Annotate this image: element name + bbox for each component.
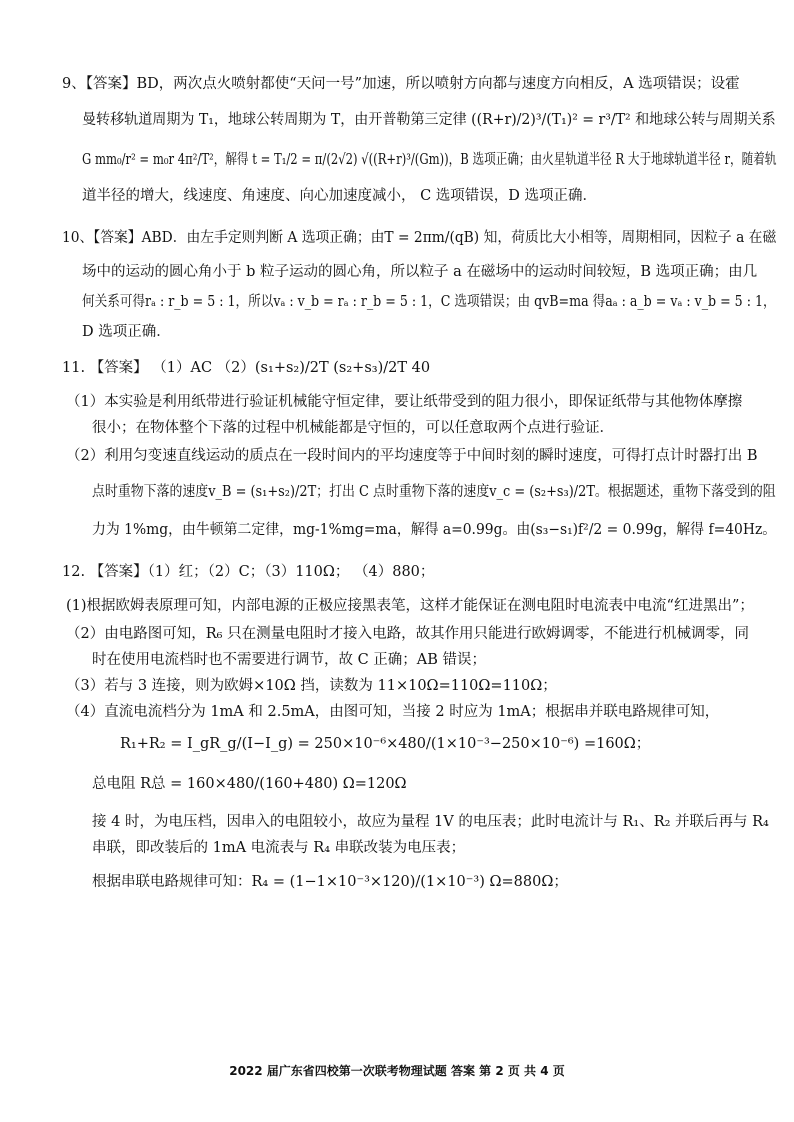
q9-line-1: 9、【答案】BD，两次点火喷射都使“天问一号”加速，所以喷射方向都与速度方向相反，A 选项错误；设霍 [62, 76, 740, 92]
q12-p5-line-2: 串联，即改装后的 1mA 电流表与 R₄ 串联改装为电压表； [92, 840, 466, 856]
q9-line-3: G mm₀/r² = m₀r 4π²/T²，解得 t = T₁/2 = π/(2√2) √((R+r)³/(Gm))，B 选项正确；由火星轨道半径 R 大于地球轨道半径 r，随着轨 [82, 152, 777, 168]
q12-p5-line-1: 接 4 时，为电压档，因串入的电阻较小，故应为量程 1V 的电压表；此时电流计与 R₁、R₂ 并联后再与 R₄ [92, 814, 769, 830]
q9-line-4: 道半径的增大，线速度、角速度、向心加速度减小， C 选项错误，D 选项正确． [82, 188, 598, 204]
q12-equation-total-resistance: 总电阻 R总 = 160×480/(160+480) Ω=120Ω [92, 776, 407, 792]
q12-equation-r4: 根据串联电路规律可知：R₄ = (1−1×10⁻³×120)/(1×10⁻³) Ω=880Ω； [92, 874, 568, 890]
q11-answer: 11. 【答案】 （1）AC （2）(s₁+s₂)/2T (s₂+s₃)/2T 40 [62, 360, 431, 376]
q11-p1-line-2: 很小；在物体整个下落的过程中机械能都是守恒的，可以任意取两个点进行验证． [92, 420, 614, 436]
q10-line-2: 场中的运动的圆心角小于 b 粒子运动的圆心角，所以粒子 a 在磁场中的运动时间较短，B 选项正确；由几 [82, 264, 758, 280]
q11-p2-line-3: 力为 1%mg，由牛顿第二定律，mg-1%mg=ma，解得 a=0.99g。由(s₃−s₁)f²/2 = 0.99g，解得 f=40Hz。 [92, 522, 777, 538]
q11-p2-line-2: 点时重物下落的速度v_B = (s₁+s₂)/2T；打出 C 点时重物下落的速度v_c = (s₂+s₃)/2T。根据题述，重物下落受到的阻 [92, 484, 776, 500]
page-footer: 2022 届广东省四校第一次联考物理试题 答案 第 2 页 共 4 页 [229, 1064, 565, 1078]
q12-p2-line-2: 时在使用电流档时也不需要进行调节，故 C 正确；AB 错误； [92, 652, 487, 668]
q10-line-3: 何关系可得rₐ : r_b = 5 : 1，所以vₐ : v_b = rₐ : r_b = 5 : 1，C 选项错误；由 qvB=ma 得aₐ : a_b = vₐ : v_b = 5 : 1， [82, 294, 776, 310]
q12-p4: （4）直流电流档分为 1mA 和 2.5mA，由图可知，当接 2 时应为 1mA；根据串并联电路规律可知， [66, 704, 720, 720]
q10-line-1: 10、【答案】ABD．由左手定则判断 A 选项正确；由T = 2πm/(qB) 知，荷质比大小相等，周期相同，因粒子 a 在磁 [62, 230, 777, 246]
q9-line-2: 曼转移轨道周期为 T₁，地球公转周期为 T，由开普勒第三定律 ((R+r)/2)³/(T₁)² = r³/T² 和地球公转与周期关系 [82, 112, 776, 128]
q12-p1: (1)根据欧姆表原理可知，内部电源的正极应接黑表笔，这样才能保证在测电阻时电流表中电流“红进黑出”； [66, 598, 754, 614]
q12-equation-r1-r2: R₁+R₂ = I_gR_g/(I−I_g) = 250×10⁻⁶×480/(1×10⁻³−250×10⁻⁶) =160Ω； [120, 736, 651, 752]
q12-p3: （3）若与 3 连接，则为欧姆×10Ω 挡，读数为 11×10Ω=110Ω=110Ω； [66, 678, 557, 694]
q11-p2-line-1: （2）利用匀变速直线运动的质点在一段时间内的平均速度等于中间时刻的瞬时速度，可得打点计时器打出 B [66, 448, 758, 464]
q12-p2-line-1: （2）由电路图可知，R₆ 只在测量电阻时才接入电路，故其作用只能进行欧姆调零，不能进行机械调零，同 [66, 626, 750, 642]
q12-answer: 12. 【答案】（1）红；（2）C；（3）110Ω； （4）880； [62, 564, 435, 580]
q11-p1-line-1: （1）本实验是利用纸带进行验证机械能守恒定律，要让纸带受到的阻力很小，即保证纸带与其他物体摩擦 [66, 394, 743, 410]
q10-line-4: D 选项正确． [82, 324, 171, 340]
